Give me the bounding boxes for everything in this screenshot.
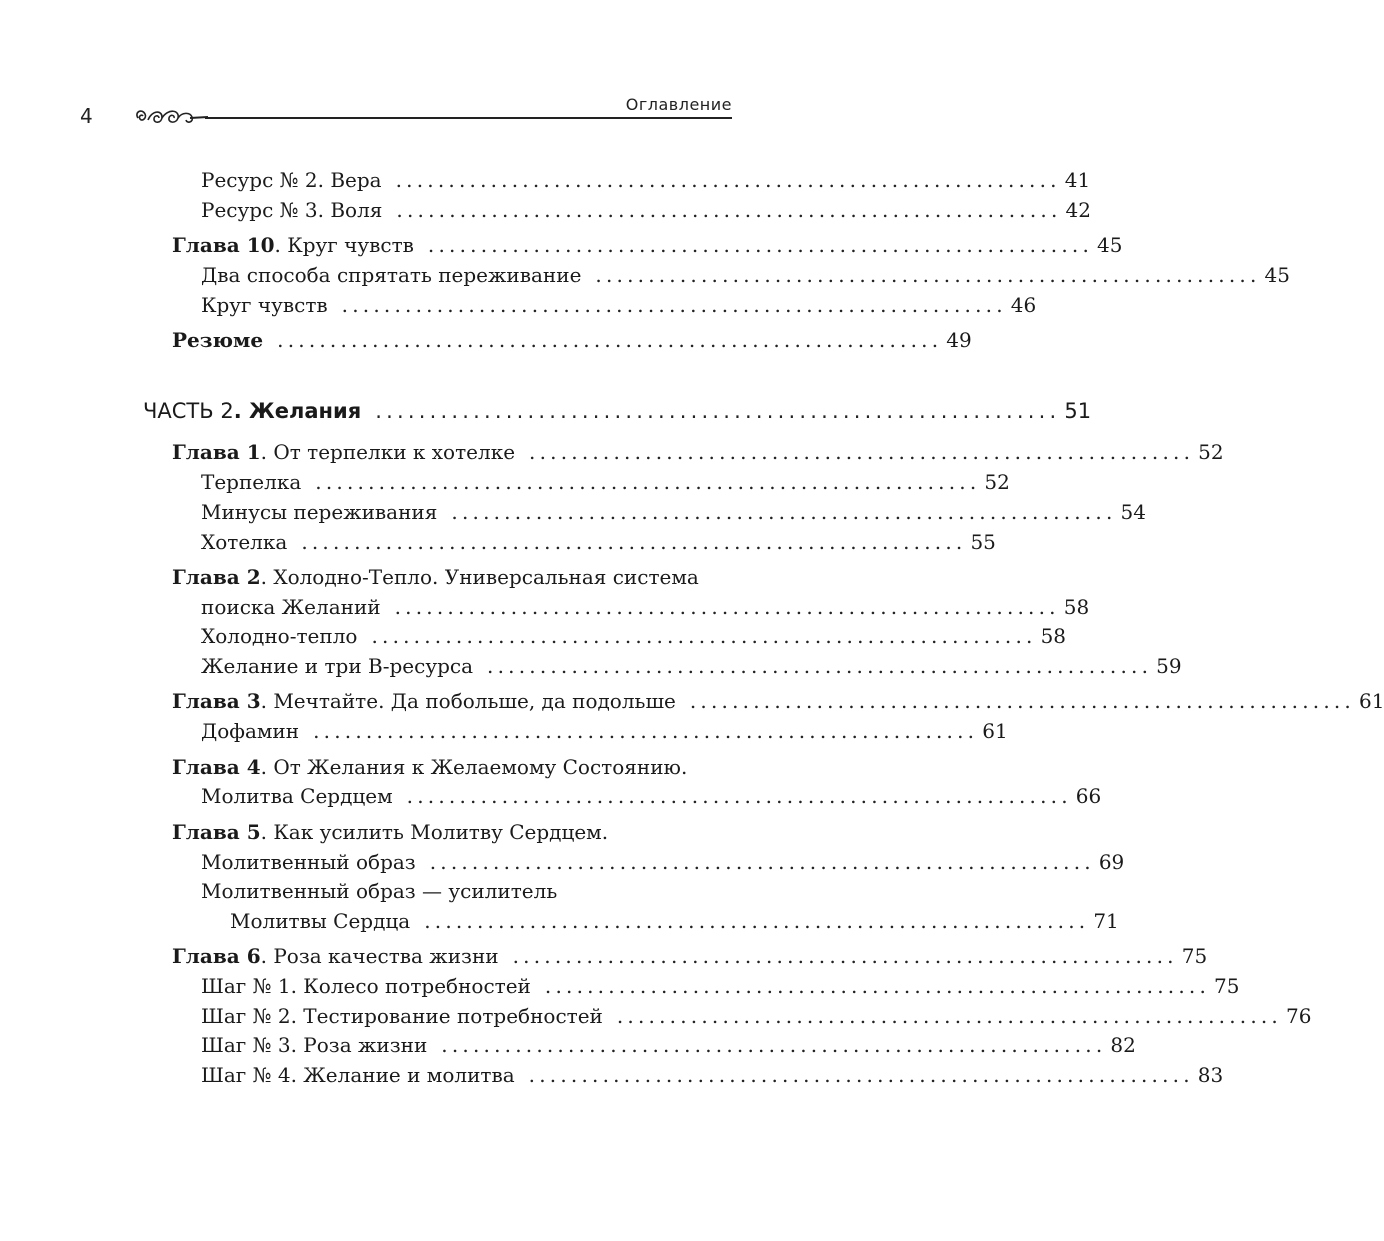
toc-entry-hide-feelings[interactable]: Два способа спрятать переживание ............................................................... 45: [201, 263, 1290, 287]
toc-entry-prayer-image[interactable]: Молитвы Сердца ............................................................... 71: [230, 909, 1119, 933]
toc-entry-chapter-5-title[interactable]: Глава 5. Как усилить Молитву Сердцем.: [172, 820, 609, 844]
header-rule: [205, 117, 732, 119]
toc-entry-part-2[interactable]: ЧАСТЬ 2. Желания ............................................................... 51: [143, 399, 1092, 423]
toc-entry-cold-warm[interactable]: Холодно-тепло ............................................................... 58: [201, 624, 1067, 648]
toc-entry-chapter-4[interactable]: Молитва Сердцем ............................................................... 66: [201, 784, 1102, 808]
toc-entry-summary[interactable]: Резюме ............................................................... 49: [172, 328, 972, 352]
toc-entry-chapter-6[interactable]: Глава 6. Роза качества жизни ............................................................... 75: [172, 944, 1208, 968]
section-title: Оглавление: [625, 95, 732, 114]
toc-entry-chapter-3[interactable]: Глава 3. Мечтайте. Да побольше, да подольше ............................................................... 61: [172, 689, 1384, 713]
toc-entry-chapter-2[interactable]: поиска Желаний ............................................................... 58: [201, 595, 1090, 619]
toc-entry-chapter-10[interactable]: Глава 10. Круг чувств ............................................................... 45: [172, 233, 1123, 257]
toc-entry-chapter-5[interactable]: Молитвенный образ ............................................................... 69: [201, 850, 1125, 874]
toc-entry-dopamine[interactable]: Дофамин ............................................................... 61: [201, 719, 1008, 743]
toc-entry-step-4[interactable]: Шаг № 4. Желание и молитва ............................................................... 83: [201, 1063, 1224, 1087]
toc-entry-terpelka[interactable]: Терпелка ............................................................... 52: [201, 470, 1010, 494]
toc-entry-prayer-image-title[interactable]: Молитвенный образ — усилитель: [201, 879, 558, 903]
toc-entry-chapter-4-title[interactable]: Глава 4. От Желания к Желаемому Состоянию.: [172, 755, 688, 779]
toc-entry-step-3[interactable]: Шаг № 3. Роза жизни ............................................................... 82: [201, 1033, 1136, 1057]
toc-entry-three-v-resources[interactable]: Желание и три В-ресурса ............................................................... 59: [201, 654, 1182, 678]
toc-entry-step-1[interactable]: Шаг № 1. Колесо потребностей ............................................................... 75: [201, 974, 1240, 998]
toc-entry-chapter-2-title[interactable]: Глава 2. Холодно-Тепло. Универсальная система: [172, 565, 699, 589]
toc-entry-chapter-1[interactable]: Глава 1. От терпелки к хотелке ............................................................... 52: [172, 440, 1224, 464]
toc-entry-resource-2[interactable]: Ресурс № 2. Вера ............................................................... 41: [201, 168, 1091, 192]
toc-entry-step-2[interactable]: Шаг № 2. Тестирование потребностей ............................................................... 76: [201, 1004, 1312, 1028]
page-number: 4: [80, 104, 93, 128]
toc-entry-resource-3[interactable]: Ресурс № 3. Воля ............................................................... 42: [201, 198, 1091, 222]
flourish-ornament-icon: [132, 102, 212, 134]
toc-entry-minuses[interactable]: Минусы переживания ............................................................... 54: [201, 500, 1146, 524]
toc-entry-hotelka[interactable]: Хотелка ............................................................... 55: [201, 530, 996, 554]
toc-entry-circle-of-feelings[interactable]: Круг чувств ............................................................... 46: [201, 293, 1037, 317]
